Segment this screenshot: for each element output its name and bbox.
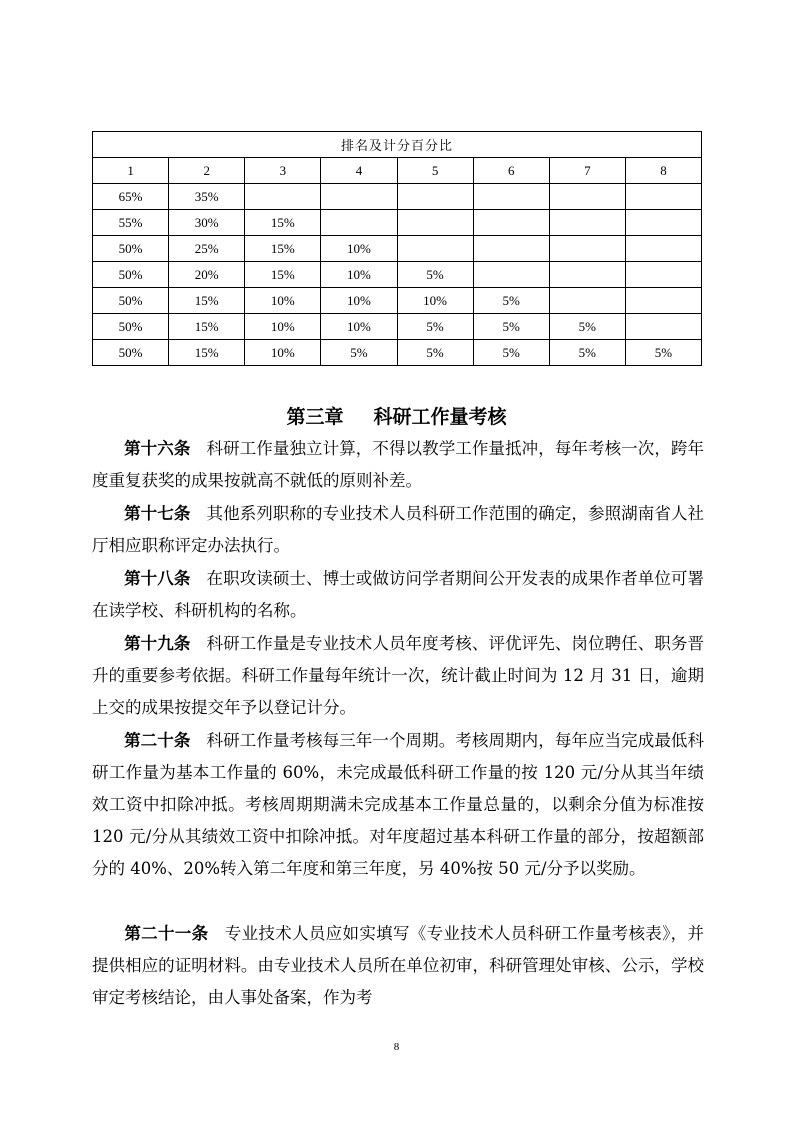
table-cell: 10% (245, 314, 321, 340)
article-16 (92, 433, 704, 497)
table-title-row (93, 132, 702, 158)
table-cell: 15% (169, 314, 245, 340)
table-cell: 50% (93, 314, 169, 340)
table-cell: 15% (245, 236, 321, 262)
article-label: 第十八条 (124, 569, 191, 588)
table-cell: 55% (93, 210, 169, 236)
article-label: 第十六条 (124, 439, 191, 458)
table-cell: 10% (397, 288, 473, 314)
table-row (93, 210, 702, 236)
chapter-heading (0, 402, 793, 429)
table-cell: 65% (93, 184, 169, 210)
table-cell (625, 184, 701, 210)
table-cell: 5% (321, 340, 397, 366)
table-cell: 30% (169, 210, 245, 236)
header-cell: 3 (245, 158, 321, 184)
article-label: 第二十条 (124, 731, 191, 750)
article-19 (92, 628, 704, 724)
table-cell (625, 210, 701, 236)
table-cell: 10% (245, 340, 321, 366)
article-text: 专业技术人员应如实填写《专业技术人员科研工作量考核表》，并提供相应的证明材料。由专业技术人员所在单位初审，科研管理处审核、公示，学校审定考核结论，由人事处备案，作为考 (92, 924, 705, 1007)
table-cell (549, 288, 625, 314)
article-text: 科研工作量独立计算，不得以教学工作量抵冲，每年考核一次，跨年度重复获奖的成果按就高不就低的原则补差。 (92, 439, 705, 490)
table-cell (473, 262, 549, 288)
table-row (93, 236, 702, 262)
table-cell: 10% (321, 236, 397, 262)
article-21 (92, 918, 704, 1014)
article-text: 科研工作量是专业技术人员年度考核、评优评先、岗位聘任、职务晋升的重要参考依据。科研工作量每年统计一次，统计截止时间为 12 月 31 日，逾期上交的成果按提交年予以登记计分。 (92, 634, 705, 717)
table-row (93, 314, 702, 340)
table-cell (473, 210, 549, 236)
table-cell: 35% (169, 184, 245, 210)
table-cell (321, 184, 397, 210)
table-cell: 10% (321, 262, 397, 288)
table-row (93, 262, 702, 288)
chapter-number: 第三章 (286, 406, 344, 428)
table-cell (625, 314, 701, 340)
header-cell: 8 (625, 158, 701, 184)
header-cell: 5 (397, 158, 473, 184)
article-text: 科研工作量考核每三年一个周期。考核周期内，每年应当完成最低科研工作量为基本工作量的 60%，未完成最低科研工作量的按 120 元/分从其当年绩效工资中扣除冲抵。考核周期期满未完成基本工作量总量的，以剩余分值为标准按 120 元/分从其绩效工资中扣除冲抵。对年度超过基本科研工作量的部分，按超额部分的 40%、20%转入第二年度和第三年度，另 40%按 50 元/分予以奖励。 (92, 731, 705, 878)
header-cell: 7 (549, 158, 625, 184)
table-title: 排名及计分百分比 (93, 132, 702, 158)
ranking-score-table (92, 131, 702, 366)
table-cell: 50% (93, 340, 169, 366)
article-18 (92, 563, 704, 627)
table-cell (473, 184, 549, 210)
article-text: 其他系列职称的专业技术人员科研工作范围的确定，参照湖南省人社厅相应职称评定办法执行。 (92, 504, 705, 555)
table-cell (397, 184, 473, 210)
table-cell: 10% (321, 314, 397, 340)
table-cell: 5% (473, 340, 549, 366)
header-cell: 4 (321, 158, 397, 184)
table-cell: 20% (169, 262, 245, 288)
table-cell: 25% (169, 236, 245, 262)
table-cell (625, 236, 701, 262)
table-cell: 5% (473, 314, 549, 340)
table-cell: 50% (93, 288, 169, 314)
article-label: 第十七条 (124, 504, 191, 523)
header-cell: 2 (169, 158, 245, 184)
table-cell (245, 184, 321, 210)
table-cell: 50% (93, 262, 169, 288)
table-cell: 50% (93, 236, 169, 262)
table-cell: 5% (473, 288, 549, 314)
table-cell: 5% (397, 262, 473, 288)
page-number: 8 (393, 1041, 400, 1053)
table-row (93, 288, 702, 314)
table-cell: 15% (169, 288, 245, 314)
table-cell: 15% (245, 210, 321, 236)
article-label: 第十九条 (124, 634, 191, 653)
table-cell: 5% (397, 340, 473, 366)
table-cell: 5% (625, 340, 701, 366)
table-cell (549, 236, 625, 262)
header-cell: 6 (473, 158, 549, 184)
table-cell (473, 236, 549, 262)
table-cell: 10% (321, 288, 397, 314)
table-cell: 5% (549, 314, 625, 340)
table-cell: 15% (245, 262, 321, 288)
table-cell: 15% (169, 340, 245, 366)
article-20 (92, 725, 704, 885)
table-cell (397, 210, 473, 236)
chapter-title: 科研工作量考核 (373, 406, 507, 428)
article-text: 在职攻读硕士、博士或做访问学者期间公开发表的成果作者单位可署在读学校、科研机构的名称。 (92, 569, 705, 620)
table-cell (397, 236, 473, 262)
article-label: 第二十一条 (124, 924, 209, 943)
header-cell: 1 (93, 158, 169, 184)
table-cell: 5% (397, 314, 473, 340)
table-cell (549, 184, 625, 210)
table-row (93, 184, 702, 210)
table-cell (549, 262, 625, 288)
table-cell (549, 210, 625, 236)
table-cell (625, 262, 701, 288)
table-cell (625, 288, 701, 314)
table-cell: 10% (245, 288, 321, 314)
table-row (93, 340, 702, 366)
table-cell: 5% (549, 340, 625, 366)
table-header-row (93, 158, 702, 184)
article-17 (92, 498, 704, 562)
table-cell (321, 210, 397, 236)
